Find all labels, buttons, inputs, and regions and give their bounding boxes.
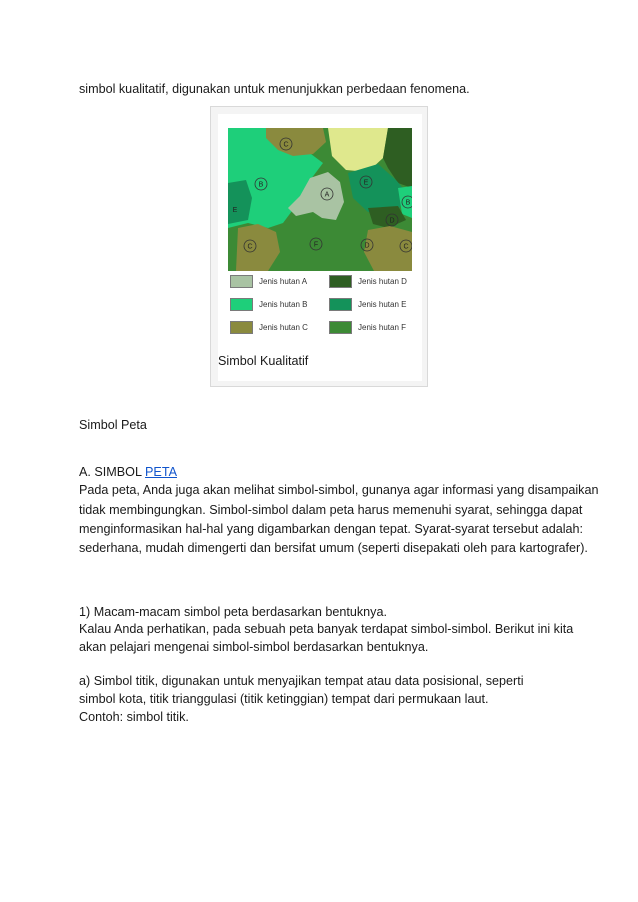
map-label-b2: B [405, 199, 411, 207]
map-label-c2: C [247, 243, 253, 251]
para3-line: a) Simbol titik, digunakan untuk menyajikan tempat atau data posisional, seperti [79, 674, 524, 688]
legend-label-b: Jenis hutan B [259, 300, 308, 309]
peta-link[interactable]: PETA [145, 465, 177, 479]
legend-label-d: Jenis hutan D [358, 277, 407, 286]
para2-line: Kalau Anda perhatikan, pada sebuah peta banyak terdapat simbol-simbol. Berikut ini kita [79, 622, 574, 636]
legend-label-f: Jenis hutan F [358, 323, 407, 332]
para2-line: 1) Macam-macam simbol peta berdasarkan bentuknya. [79, 605, 387, 619]
para1-line: Pada peta, Anda juga akan melihat simbol-simbol, gunanya agar informasi yang disampaikan [79, 483, 599, 497]
legend-item-a [230, 275, 325, 289]
para3-line: Contoh: simbol titik. [79, 710, 189, 724]
qualitative-symbol-figure [210, 106, 428, 387]
section-a-prefix: A. SIMBOL [79, 465, 146, 479]
figure-caption: Simbol Kualitatif [218, 354, 309, 368]
para2-line: akan pelajari mengenai simbol-simbol berdasarkan bentuknya. [79, 640, 429, 654]
legend-item-b [230, 298, 325, 312]
map-label-f: F [313, 241, 319, 249]
legend-swatch-c [230, 321, 253, 334]
legend-item-d [329, 275, 424, 289]
para1-line: sederhana, mudah dimengerti dan bersifat umum (seperti disepakati oleh para kartografer). [79, 541, 588, 555]
legend-item-c [230, 321, 325, 335]
map-label-e2: E [363, 179, 369, 187]
map-label-b1: B [258, 181, 264, 189]
map-label-d2: D [364, 242, 370, 250]
legend-item-e [329, 298, 424, 312]
section-a-heading [79, 463, 177, 481]
legend-swatch-f [329, 321, 352, 334]
map-label-d1: D [389, 217, 395, 225]
legend-swatch-b [230, 298, 253, 311]
intro-line: simbol kualitatif, digunakan untuk menunjukkan perbedaan fenomena. [79, 82, 470, 96]
forest-type-map [228, 128, 412, 271]
heading-simbol-peta: Simbol Peta [79, 418, 147, 432]
para3-line: simbol kota, titik trianggulasi (titik ketinggian) tempat dari permukaan laut. [79, 692, 489, 706]
legend-label-c: Jenis hutan C [259, 323, 308, 332]
legend-item-f [329, 321, 424, 335]
figure-frame [218, 114, 422, 381]
para1-line: tidak membingungkan. Simbol-simbol dalam peta harus memenuhi syarat, sehingga dapat [79, 503, 583, 517]
map-label-c3: C [403, 243, 409, 251]
legend-swatch-e [329, 298, 352, 311]
legend-label-a: Jenis hutan A [259, 277, 308, 286]
map-label-e1: E [232, 207, 238, 214]
para1-line: menginformasikan hal-hal yang digambarkan dengan tepat. Syarat-syarat tersebut adalah: [79, 522, 584, 536]
legend-swatch-d [329, 275, 352, 288]
map-label-a: A [324, 191, 330, 199]
legend-label-e: Jenis hutan E [358, 300, 407, 309]
map-label-c1: C [283, 141, 289, 149]
legend-swatch-a [230, 275, 253, 288]
